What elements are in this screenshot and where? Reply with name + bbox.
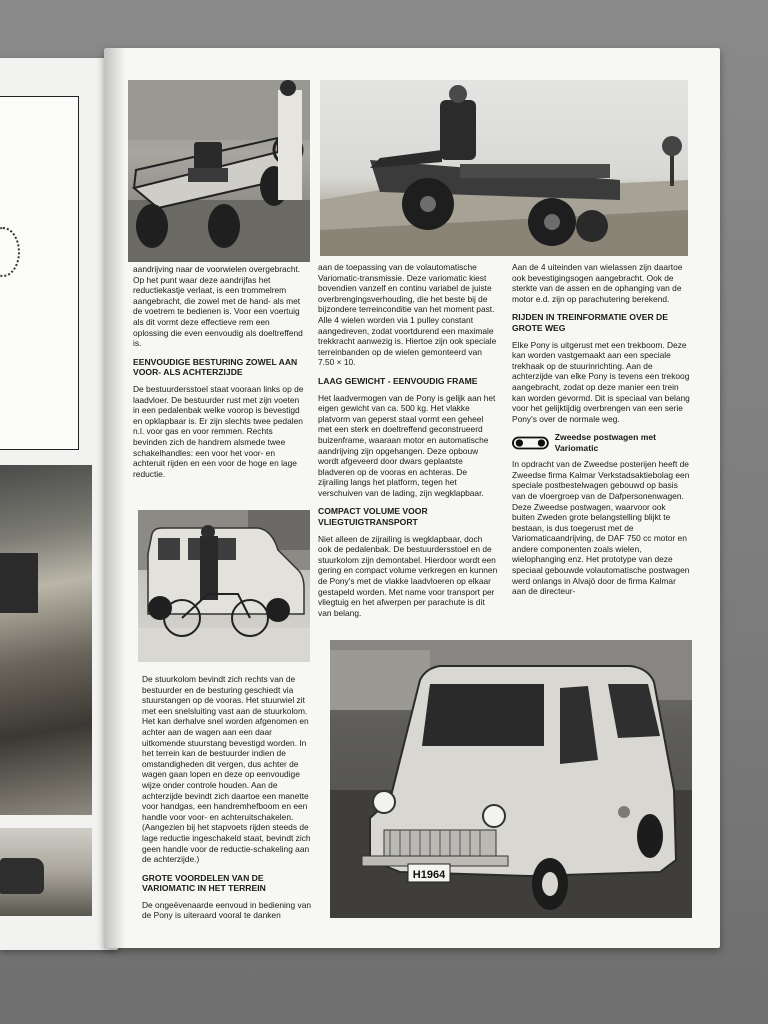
- paragraph: In opdracht van de Zweedse posterijen heeft de Zweedse firma Kalmar Verkstadsaktiebolag een speciale postbestelwagen gebouwd op basis van de vloergroep van de Dafpersonenwagen. Deze Zweedse postwagen, waarvoor ook buiten Zweden grote belangstelling blijkt te bestaan, is dus toegerust met de Variomaticaandrijving, de DAF 750 cc motor en andere componenten zoals wielen, wielophanging enz. Het prototype van deze speciaal gebouwde volautomatische postwagen werd onlangs in Alvajö door de firma Kalmar aan de directeur-: [512, 459, 690, 597]
- paragraph: Elke Pony is uitgerust met een trekboom. Deze kan worden vastgemaakt aan een speciale trekhaak op de stuurinrichting. Aan de achterzijde van elke Pony is tevens een trekoog aangebracht, zodat op deze manier een trein kan worden gevormd. Dit is speciaal van belang voor het gelijktijdig overbrengen van een serie Pony's over de normale weg.: [512, 339, 690, 424]
- section-heading: LAAG GEWICHT - EENVOUDIG FRAME: [318, 375, 478, 386]
- section-heading: Zweedse postwagen met Variomatic: [554, 432, 657, 453]
- text-column-3: [512, 262, 690, 597]
- photo-pony-vehicle-standing-man: [128, 80, 310, 262]
- paragraph: De stuurkolom bevindt zich rechts van de bestuurder en de besturing geschiedt via stuurstangen op de vooras. Het stuurwiel zit met een snelsluiting vast aan de stuurkolom. Het kan derhalve snel worden afgenomen en achter aan de wagen aan een daar uitkomende stuurstang bevestigd worden. In het terrein kan de bestuurder indien de omstandigheden dit vergen, dus achter de wagen gaan lopen en deze op eenvoudige wijze onder controle houden. Aan de achterzijde bevindt zich daartoe een manette voor handgas, een handremhefboom en een handle voor voor- en achteruitschakelen. (Aangezien bij het stapvoets rijden steeds de lage reductie ingeschakeld staat, bevindt zich geen handle voor de reductie-schakeling aan de achterzijde.): [142, 674, 311, 865]
- left-page-photo-terrain: [0, 465, 92, 815]
- text-column-1: [133, 264, 305, 479]
- page-spine-shadow: [104, 48, 126, 948]
- paragraph: Het laadvermogen van de Pony is gelijk aan het eigen gewicht van ca. 500 kg. Het vlakke platvorm van geperst staal vormt een geheel met een sterk en doeltreffend geconstrueerd buizenframe, waaraan motor en automatische aandrijving zijn opgehangen. Deze opbouw wordt afgeveerd door dwars geplaatste bladveren op de vooras en achteras. De zijrailing langs het platform, tegen het verschuiven van de lading, zijn wegklapbaar.: [318, 392, 496, 498]
- dotted-ring-drawing: [0, 227, 20, 277]
- text-column-1-continued: [142, 674, 314, 921]
- left-page-illustration-frame: [0, 96, 79, 450]
- photo-pony-terrain-driver: [320, 80, 688, 256]
- paragraph: Niet alleen de zijrailing is wegklapbaar, doch ook de pedalenbak. De bestuurdersstoel en de stuurkolom zijn demontabel. Hierdoor wordt een gering en compact volume verkregen en kunnen de Pony's met de vlakke laadvloeren op elkaar gestapeld worden. Met name voor transport per vliegtuig en het afwerpen per parachute is dit van belang.: [318, 533, 498, 618]
- paragraph: aandrijving naar de voorwielen overgebracht. Op het punt waar deze aandrijfas het reductiekastje verlaat, is een trommelrem aangebracht, die zowel met de hand- als met de voetrem te bedienen is. Voor een voertuig als dit vormt deze effectieve rem een oplossing die even eenvoudig als doeltreffend is.: [133, 264, 303, 349]
- section-heading: EENVOUDIGE BESTURING ZOWEL AAN VOOR- ALS ACHTERZIJDE: [133, 356, 298, 378]
- left-page-photo-vehicle: [0, 828, 92, 916]
- paragraph: Aan de 4 uiteinden van wielassen zijn daartoe ook bevestigingsogen aangebracht. Ook de sterkte van de assen en de ophanging van de motor e.d. zijn op parachutering berekend.: [512, 262, 683, 304]
- paragraph: aan de toepassing van de volautomatische Variomatic-transmissie. Deze variomatic kiest bovendien vanzelf en continu variabel de juiste overbrengingsverhouding, die het beste bij de bijzondere terreinconditie van het moment past. Alle 4 wielen worden via 1 pulley constant aangedreven, zodat voortdurend een maximale trekkracht aanwezig is. Hiertoe zijn ook speciale terreinbanden op de wielen gemonteerd van 7.50 × 10.: [318, 262, 497, 368]
- variomatic-belt-icon: [512, 436, 549, 450]
- section-heading: GROTE VOORDELEN VAN DE VARIOMATIC IN HET TERREIN: [142, 872, 266, 894]
- section-heading: COMPACT VOLUME VOOR VLIEGTUIGTRANSPORT: [318, 506, 428, 528]
- text-column-2: [318, 262, 498, 618]
- paragraph: De bestuurdersstoel staat vooraan links op de laadvloer. De bestuurder rust met zijn voeten in een pedalenbak welke voorop is bevestigd en opklapbaar is. Er zijn slechts twee pedalen n.l. voor gas en voor remmen. Rechts bevinden zich de handrem alsmede twee schakelhandles: een voor het voor- en achteruit rijden en een voor de hoge en lage reductie.: [133, 383, 304, 479]
- paragraph: De ongeëvenaarde eenvoud in bediening van de Pony is uiteraard vooral te danken: [142, 899, 312, 921]
- photo-postwagen-front: [330, 640, 692, 918]
- license-plate: H1964: [412, 869, 446, 881]
- photo-postwagen-with-cyclist: [138, 510, 310, 662]
- section-heading: RIJDEN IN TREINFORMATIE OVER DE GROTE WEG: [512, 312, 668, 333]
- variomatic-heading-block: [512, 432, 690, 453]
